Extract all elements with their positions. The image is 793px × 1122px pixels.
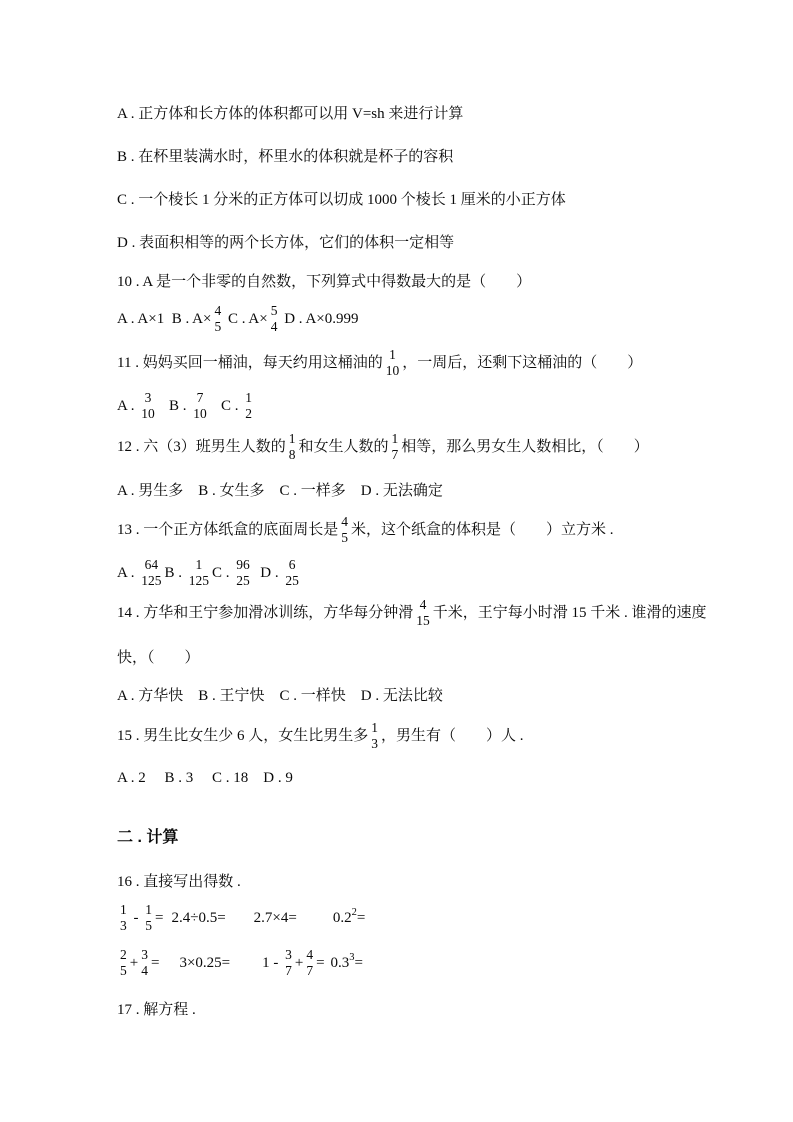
fraction-denominator: 25	[236, 573, 250, 588]
fraction-denominator: 7	[306, 963, 314, 978]
q9-option-c: C . 一个棱长 1 分米的正方体可以切成 1000 个棱长 1 厘米的小正方体	[117, 192, 566, 208]
q13-options-text: B .	[164, 565, 186, 581]
q10-options	[117, 303, 358, 335]
fraction-denominator: 7	[391, 447, 399, 462]
q11-options-text: C .	[209, 398, 243, 414]
q10-options-text: A . A×1 B . A×	[117, 311, 212, 327]
equation: 1 -	[262, 955, 283, 971]
section-heading-calculation: 二 . 计算	[117, 829, 179, 846]
q16-calc-row-2	[117, 947, 363, 979]
q11-options-text: B .	[157, 398, 191, 414]
fraction	[138, 557, 164, 589]
equation: 0.2	[332, 910, 352, 926]
fraction-denominator: 5	[120, 963, 127, 978]
fraction	[368, 720, 381, 752]
q13-options	[117, 557, 302, 589]
fraction	[338, 514, 351, 546]
equation: 3×0.25=	[179, 955, 231, 971]
q13-options-text: D .	[252, 565, 283, 581]
fraction-denominator: 5	[145, 918, 152, 933]
fraction-numerator: 4	[341, 514, 349, 529]
fraction	[117, 947, 130, 979]
fraction-denominator: 3	[371, 736, 379, 751]
fraction-numerator: 4	[306, 947, 314, 962]
q12-stem-text: 12 . 六（3）班男生人数的	[117, 439, 286, 455]
fraction	[303, 947, 316, 979]
fraction	[233, 557, 253, 589]
fraction-numerator: 1	[288, 431, 296, 446]
fraction-numerator: 5	[270, 303, 278, 318]
q9-option-b: B . 在杯里装满水时，杯里水的体积就是杯子的容积	[117, 149, 454, 165]
fraction-numerator: 4	[419, 597, 427, 612]
fraction-numerator: 7	[196, 390, 204, 405]
fraction-denominator: 4	[141, 963, 148, 978]
q14-stem-text: 千米，王宁每小时滑 15 千米 . 谁滑的速度	[432, 605, 707, 621]
fraction	[282, 947, 295, 979]
q15-options: A . 2 B . 3 C . 18 D . 9	[117, 770, 293, 786]
q16-label: 16 . 直接写出得数 .	[117, 874, 241, 890]
fraction-numerator: 1	[391, 431, 399, 446]
fraction-numerator: 6	[288, 557, 296, 572]
q15-stem-text: 15 . 男生比女生少 6 人，女生比男生多	[117, 728, 369, 744]
q11-stem-text: 11 . 妈妈买回一桶油，每天约用这桶油的	[117, 355, 383, 371]
fraction	[138, 390, 158, 422]
fraction	[117, 902, 130, 934]
fraction-numerator: 1	[389, 347, 396, 362]
q15-stem	[117, 720, 524, 752]
fraction-numerator: 1	[195, 557, 203, 572]
fraction-numerator: 64	[144, 557, 159, 572]
equals-sign: =	[356, 910, 366, 926]
fraction-numerator: 1	[145, 902, 152, 917]
q14-stem-line2: 快，（ ）	[117, 650, 200, 666]
q14-options: A . 方华快 B . 王宁快 C . 一样快 D . 无法比较	[117, 688, 443, 704]
q12-stem	[117, 431, 649, 463]
fraction-numerator: 3	[285, 947, 292, 962]
fraction-denominator: 125	[141, 573, 162, 588]
fraction-denominator: 10	[141, 406, 155, 421]
fraction	[268, 303, 281, 335]
q15-stem-text: ，男生有（ ）人 .	[381, 728, 524, 744]
equals-sign: =	[155, 910, 164, 926]
q17-label: 17 . 解方程 .	[117, 1002, 196, 1018]
fraction	[383, 347, 403, 379]
q9-option-d: D . 表面积相等的两个长方体，它们的体积一定相等	[117, 235, 455, 251]
fraction	[286, 431, 299, 463]
q9-option-a: A . 正方体和长方体的体积都可以用 V=sh 来进行计算	[117, 106, 464, 122]
fraction-denominator: 3	[120, 918, 127, 933]
equation: 0.3	[330, 955, 350, 971]
q12-stem-text: 和女生人数的	[298, 439, 389, 455]
q10-options-text: D . A×0.999	[280, 311, 359, 327]
fraction	[186, 557, 212, 589]
fraction-denominator: 2	[245, 406, 253, 421]
equals-sign: =	[354, 955, 364, 971]
fraction	[413, 597, 433, 629]
fraction	[142, 902, 155, 934]
q10-options-text: C . A×	[224, 311, 268, 327]
fraction-numerator: 3	[144, 390, 152, 405]
fraction	[389, 431, 402, 463]
fraction-numerator: 2	[120, 947, 127, 962]
fraction-numerator: 1	[371, 720, 379, 735]
fraction-denominator: 10	[385, 363, 400, 378]
fraction-denominator: 25	[285, 573, 299, 588]
fraction-numerator: 1	[245, 390, 253, 405]
q11-stem	[117, 347, 642, 379]
fraction-denominator: 5	[341, 530, 349, 545]
fraction-numerator: 4	[214, 303, 222, 318]
exponent: 2	[351, 907, 357, 918]
equation: 2.7×4=	[253, 910, 297, 926]
q12-options: A . 男生多 B . 女生多 C . 一样多 D . 无法确定	[117, 483, 443, 499]
operator: +	[129, 955, 139, 971]
fraction	[282, 557, 302, 589]
fraction	[190, 390, 210, 422]
fraction-numerator: 1	[120, 902, 127, 917]
fraction-denominator: 8	[288, 447, 296, 462]
fraction-denominator: 4	[270, 319, 278, 334]
q13-stem-text: 13 . 一个正方体纸盒的底面周长是	[117, 522, 339, 538]
fraction-denominator: 10	[193, 406, 207, 421]
operator: -	[129, 910, 143, 926]
equation: 2.4÷0.5=	[171, 910, 226, 926]
fraction	[211, 303, 224, 335]
q16-calc-row-1	[117, 902, 365, 934]
fraction-denominator: 7	[285, 963, 292, 978]
q13-stem-text: 米，这个纸盒的体积是（ ）立方米 .	[351, 522, 614, 538]
q13-options-text: C .	[212, 565, 234, 581]
fraction-numerator: 3	[141, 947, 148, 962]
fraction-denominator: 15	[416, 613, 430, 628]
q10-stem: 10 . A 是一个非零的自然数，下列算式中得数最大的是（ ）	[117, 274, 532, 290]
fraction	[138, 947, 151, 979]
fraction-denominator: 5	[214, 319, 222, 334]
q11-options-text: A .	[117, 398, 139, 414]
q11-stem-text: ，一周后，还剩下这桶油的（ ）	[402, 355, 643, 371]
fraction	[242, 390, 255, 422]
q13-options-text: A .	[117, 565, 139, 581]
fraction-numerator: 96	[236, 557, 250, 572]
equals-sign: =	[150, 955, 160, 971]
operator: +	[294, 955, 304, 971]
equals-sign: =	[316, 955, 325, 971]
q14-stem-line1	[117, 597, 707, 629]
q12-stem-text: 相等，那么男女生人数相比，（ ）	[401, 439, 649, 455]
q13-stem	[117, 514, 614, 546]
q14-stem-text: 14 . 方华和王宁参加滑冰训练，方华每分钟滑	[117, 605, 414, 621]
fraction-denominator: 125	[188, 573, 210, 588]
exponent: 3	[349, 952, 355, 963]
q11-options	[117, 390, 255, 422]
